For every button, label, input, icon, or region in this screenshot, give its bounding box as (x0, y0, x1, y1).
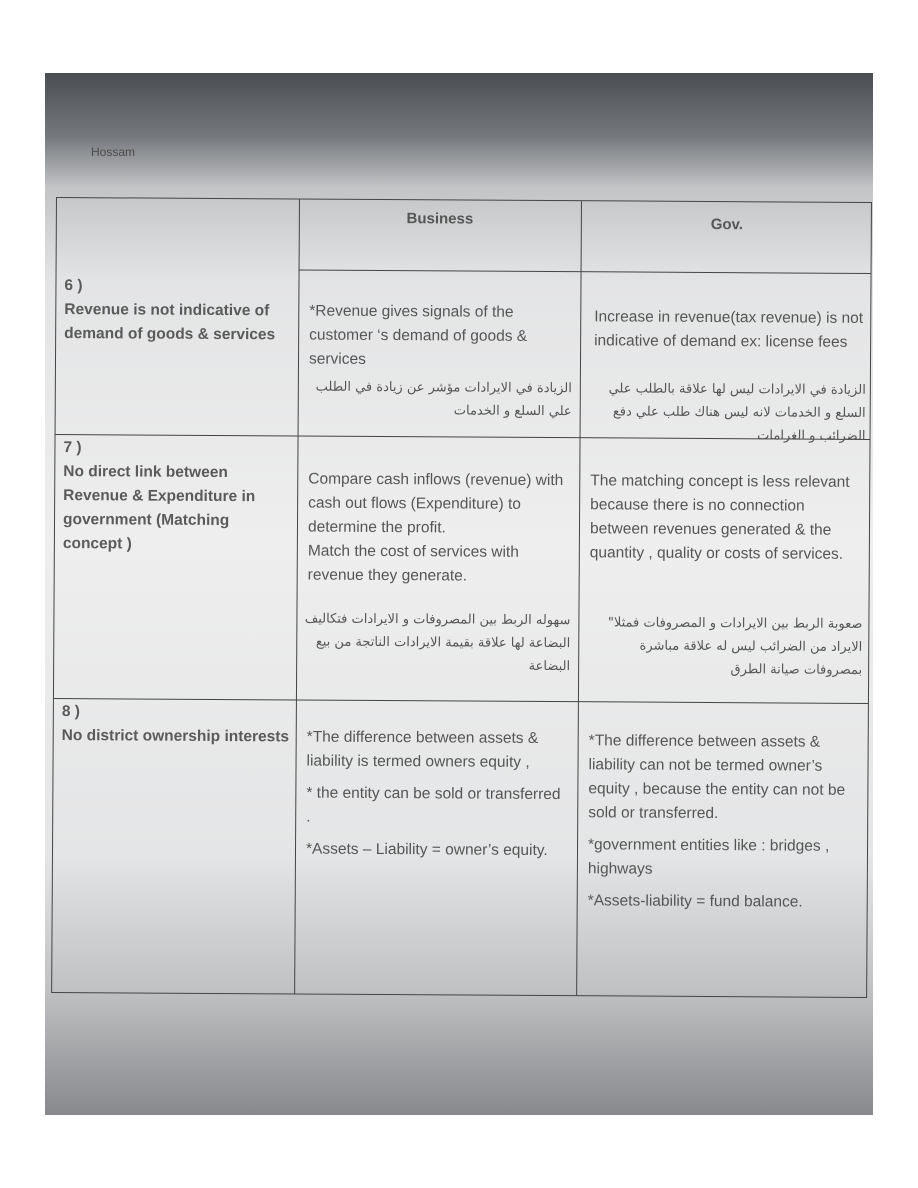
row-7-topic-cell (63, 436, 292, 557)
row-7-business-arabic: سهوله الربط بين المصروفات و الايرادات فتكاليف البضاعة لها علاقة بقيمة الايرادات الناتجة من بيع البضاعة (304, 611, 571, 675)
row-8-business-sold: * the entity can be sold or transferred . (306, 784, 561, 826)
column-divider-1 (294, 199, 300, 993)
header-business: Business (406, 210, 474, 228)
row-6-gov-arabic: الزيادة في الايرادات ليس لها علاقة بالطلب علي السلع و الخدمات لانه ليس هناك طلب علي دفع الضرائب و الغرامات (608, 381, 866, 444)
row-8-business-equation: *Assets – Liability = owner’s equity. (305, 840, 548, 860)
row-8-business-text (306, 726, 569, 864)
row-8-gov-entities: *government entities like : bridges , highways (587, 836, 830, 878)
row-8-gov-difference: *The difference between assets & liability can not be termed owner’s equity , because the entity can not be sold or transferred. (588, 732, 846, 823)
row-7-business-match: Match the cost of services with revenue they generate. (307, 542, 519, 585)
row-6-topic-cell (64, 274, 292, 347)
row-8-gov-equation: *Assets-liability = fund balance. (587, 892, 803, 911)
paper-sheet (45, 73, 873, 1115)
row-6-business-arabic: الزيادة في الايرادات مؤشر عن زيادة في الطلب علي السلع و الخدمات (315, 379, 572, 420)
row-7-business-compare: Compare cash inflows (revenue) with cash out flows (Expenditure) to determine the profit. (307, 470, 564, 537)
row-7-business-text (308, 468, 575, 590)
row-7-gov-arabic: صعوبة الربط بين الايرادات و المصروفات فمثلا" الايراد من الضرائب ليس له علاقة مباشرة بمصروفات صيانة الطرق (607, 615, 863, 678)
row-number: 8 ) (61, 703, 81, 721)
row-number: 7 ) (63, 439, 82, 457)
column-divider-2 (576, 201, 582, 995)
row-topic: No district ownership interests (61, 727, 290, 746)
row-6-gov-text: Increase in revenue(tax revenue) is not indicative of demand ex: license fees (594, 308, 864, 351)
row-8-topic-cell (62, 700, 290, 749)
document-photo (45, 73, 873, 1115)
header-divider (299, 269, 871, 273)
row-topic: Revenue is not indicative of demand of goods & services (64, 301, 276, 344)
header-gov: Gov. (710, 216, 744, 234)
row-8-business-difference: *The difference between assets & liability is termed owners equity , (306, 728, 539, 771)
comparison-table (51, 197, 872, 998)
row-topic: No direct link between Revenue & Expenditure in government (Matching concept ) (62, 463, 256, 553)
author-name: Hossam (91, 145, 136, 159)
row-8-gov-text (588, 729, 851, 915)
row-7-gov-text: The matching concept is less relevant because there is no connection between revenues generated & the quantity , quality or costs of services. (589, 472, 850, 563)
row-6-business-text: *Revenue gives signals of the customer ‘s demand of goods & services (308, 302, 528, 368)
row-number: 6 ) (64, 277, 83, 295)
